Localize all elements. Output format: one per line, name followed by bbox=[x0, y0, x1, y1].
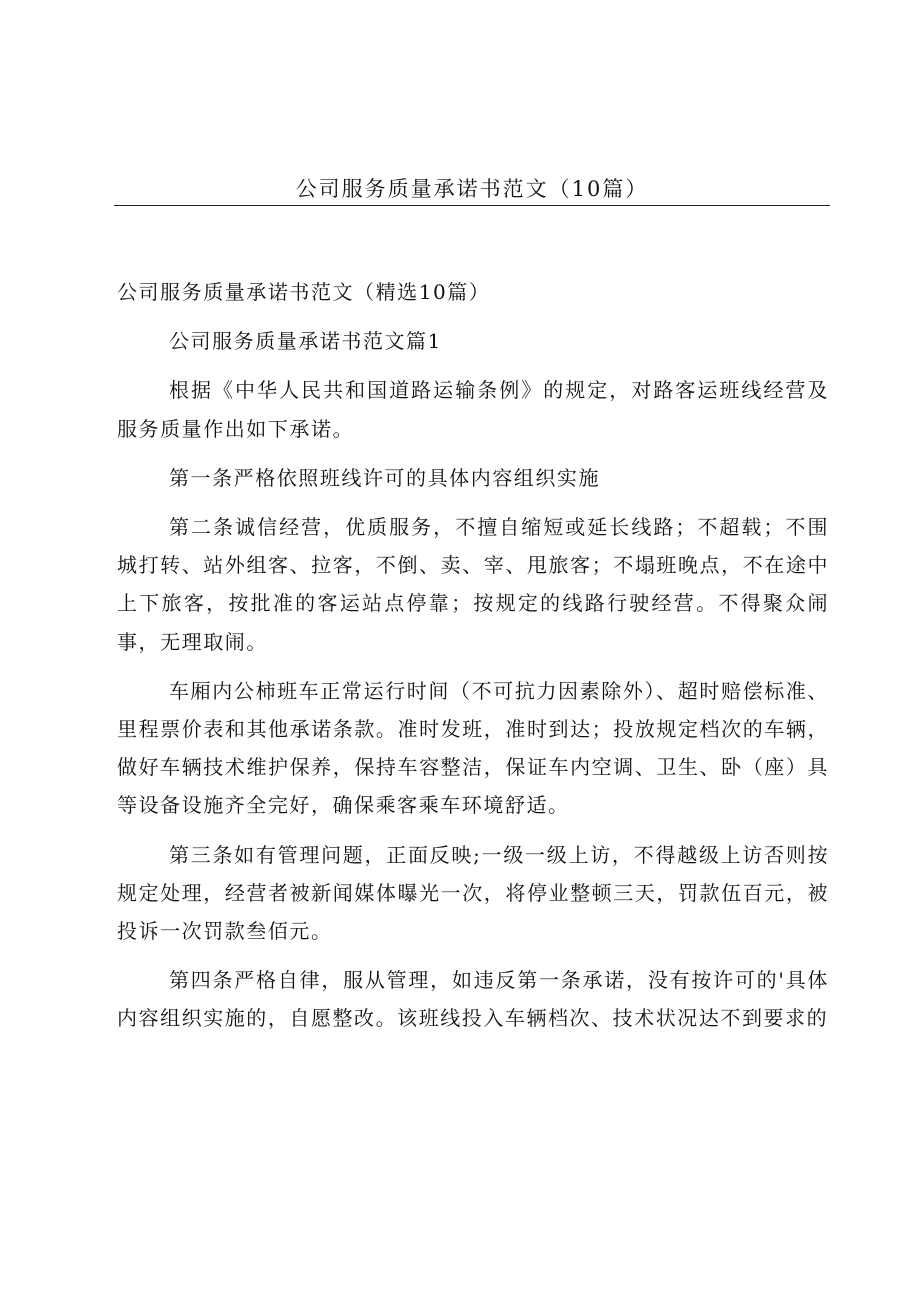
paragraph-article-2: 第二条诚信经营，优质服务，不擅自缩短或延长线路；不超载；不围城打转、站外组客、拉客，不倒、卖、宰、甩旅客；不塌班晚点，不在途中上下旅客，按批准的客运站点停靠；按规定的线路行驶经营。不得聚众闹事，无理取闹。 bbox=[117, 515, 829, 654]
paragraph-article-4: 第四条严格自律，服从管理，如违反第一条承诺，没有按许可的'具体内容组织实施的，自愿整改。该班线投入车辆档次、技术状况达不到要求的 bbox=[117, 968, 829, 1031]
document-body bbox=[117, 273, 829, 1038]
paragraph-article-1: 第一条严格依照班线许可的具体内容组织实施 bbox=[169, 465, 600, 490]
paragraph-article-3: 第三条如有管理问题，正面反映;一级一级上访，不得越级上访否则按规定处理，经营者被新闻媒体曝光一次，将停业整顿三天，罚款伍百元，被投诉一次罚款叁佰元。 bbox=[117, 842, 829, 944]
page-header-title: 公司服务质量承诺书范文（10篇） bbox=[295, 177, 649, 201]
paragraph-cabin-notice: 车厢内公柿班车正常运行时间（不可抗力因素除外）、超时赔偿标准、里程票价表和其他承诺条款。准时发班，准时到达；投放规定档次的车辆，做好车辆技术维护保养，保持车容整洁，保证车内空调、卫生、卧（座）具等设备设施齐全完好，确保乘客乘车环境舒适。 bbox=[117, 678, 829, 818]
paragraph-intro: 根据《中华人民共和国道路运输条例》的规定，对路客运班线经营及服务质量作出如下承诺。 bbox=[117, 378, 829, 441]
document-subtitle: 公司服务质量承诺书范文（精选10篇） bbox=[117, 280, 491, 304]
header-divider bbox=[114, 205, 830, 206]
section-heading: 公司服务质量承诺书范文篇1 bbox=[169, 329, 442, 354]
